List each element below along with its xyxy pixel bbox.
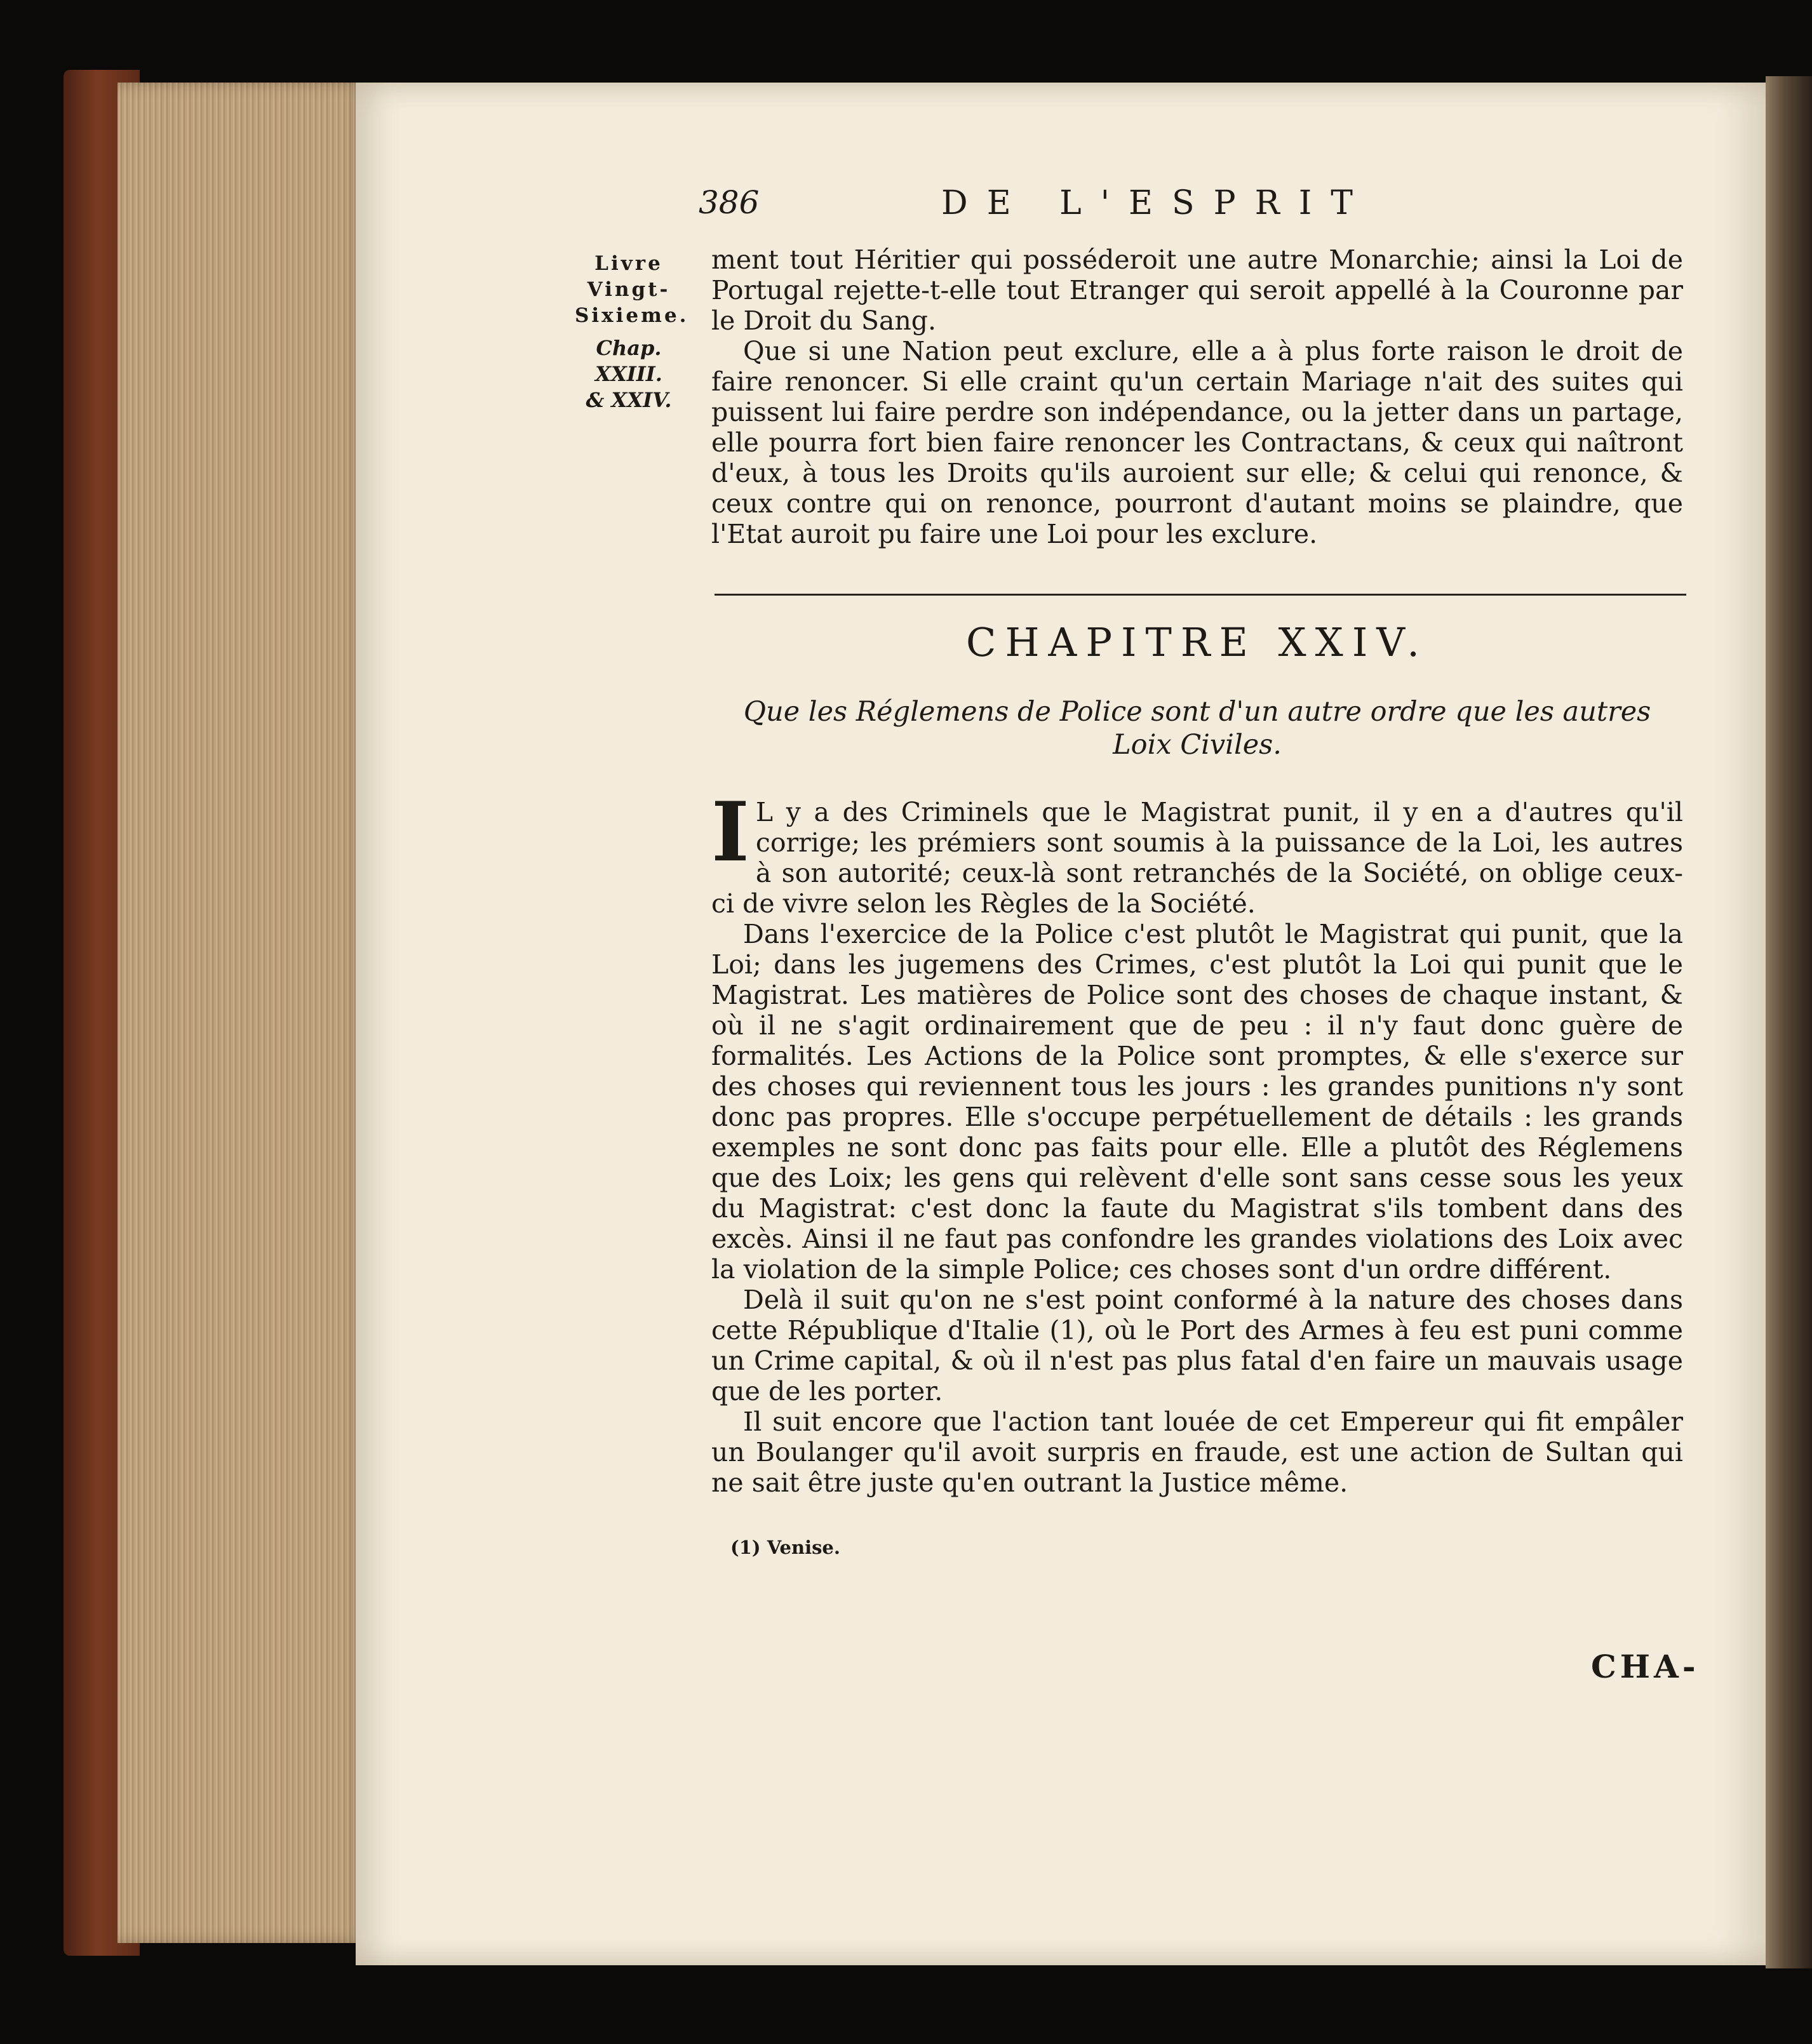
section-rule <box>715 594 1686 596</box>
margin-note-line: Livre <box>594 252 663 275</box>
page-edges <box>117 83 368 1943</box>
chapter-subtitle <box>730 695 1664 761</box>
subtitle-line: Que les Réglemens de Police sont d'un autre ordre que les autres <box>743 696 1651 728</box>
footnote: (1) Venise. <box>730 1537 840 1558</box>
running-title: DE L'ESPRIT <box>941 184 1372 222</box>
paragraph: Il suit encore que l'action tant louée de cet Empereur qui fit empâler un Boulanger qu'il avoit surpris en fraude, est une action de Sultan qui ne sait être juste qu'en outrant la Justice même. <box>711 1406 1683 1498</box>
chapter-text <box>711 785 1683 1498</box>
drop-cap: I <box>711 785 749 880</box>
continued-text <box>711 244 1683 549</box>
page-number: 386 <box>699 184 760 221</box>
paragraph: Dans l'exercice de la Police c'est plutôt le Magistrat qui punit, que la Loi; dans les jugemens des Crimes, c'est plutôt la Loi qui punit que le Magistrat. Les matières de Police sont des choses de chaque instant, & où il ne s'agit ordinairement que de peu : il n'y faut donc guère de formalités. Les Actions de la Police sont promptes, & elle s'exerce sur des choses qui reviennent tous les jours : les grandes punitions n'y sont donc pas propres. Elle s'occupe perpétuellement de détails : les grands exemples ne sont donc pas faits pour elle. Elle a plutôt des Réglemens que des Loix; les gens qui relèvent d'elle sont sans cesse sous les yeux du Magistrat: c'est donc la faute du Magistrat s'ils tombent dans des excès. Ainsi il ne faut pas confondre les grandes violations des Loix avec la violation de la simple Police; ces choses sont d'un ordre différent. <box>711 919 1683 1285</box>
paragraph: Delà il suit qu'on ne s'est point conformé à la nature des choses dans cette République d'Italie (1), où le Port des Armes à feu est puni comme un Crime capital, & où il n'est pas plus fatal d'en faire un mauvais usage que de les porter. <box>711 1285 1683 1406</box>
margin-note-line: Sixieme. <box>575 304 689 327</box>
catchword: CHA- <box>1591 1648 1700 1685</box>
paragraph <box>711 785 1683 919</box>
paragraph: Que si une Nation peut exclure, elle a à plus forte raison le droit de faire renoncer. Si elle craint qu'un certain Mariage n'ait des suites qui puissent lui faire perdre son indépendance, ou la jetter dans un partage, elle pourra fort bien faire renoncer les Contractans, & ceux qui naîtront d'eux, à tous les Droits qu'ils auroient sur elle; & celui qui renonce, & ceux contre qui on renonce, pourront d'autant moins se plaindre, que l'Etat auroit pu faire une Loi pour les exclure. <box>711 336 1683 549</box>
margin-note-line: & XXIV. <box>586 388 672 412</box>
gutter-shadow <box>1766 76 1812 1968</box>
paragraph: ment tout Héritier qui posséderoit une autre Monarchie; ainsi la Loi de Portugal rejette-t-elle tout Etranger qui seroit appellé à la Couronne par le Droit du Sang. <box>711 244 1683 336</box>
subtitle-line: Loix Civiles. <box>1113 729 1282 761</box>
margin-note-line: Vingt- <box>587 278 671 301</box>
chapter-heading: CHAPITRE XXIV. <box>966 619 1428 665</box>
margin-note-line: XXIII. <box>595 362 662 386</box>
margin-note-line: Chap. <box>596 336 662 360</box>
paragraph-text: L y a des Criminels que le Magistrat punit, il y en a d'autres qu'il corrige; les prémiers sont soumis à la puissance de la Loi, les autres à son autorité; ceux-là sont retranchés de la Société, on oblige ceux-ci de vivre selon les Règles de la Société. <box>711 797 1683 919</box>
margin-note <box>575 251 689 413</box>
